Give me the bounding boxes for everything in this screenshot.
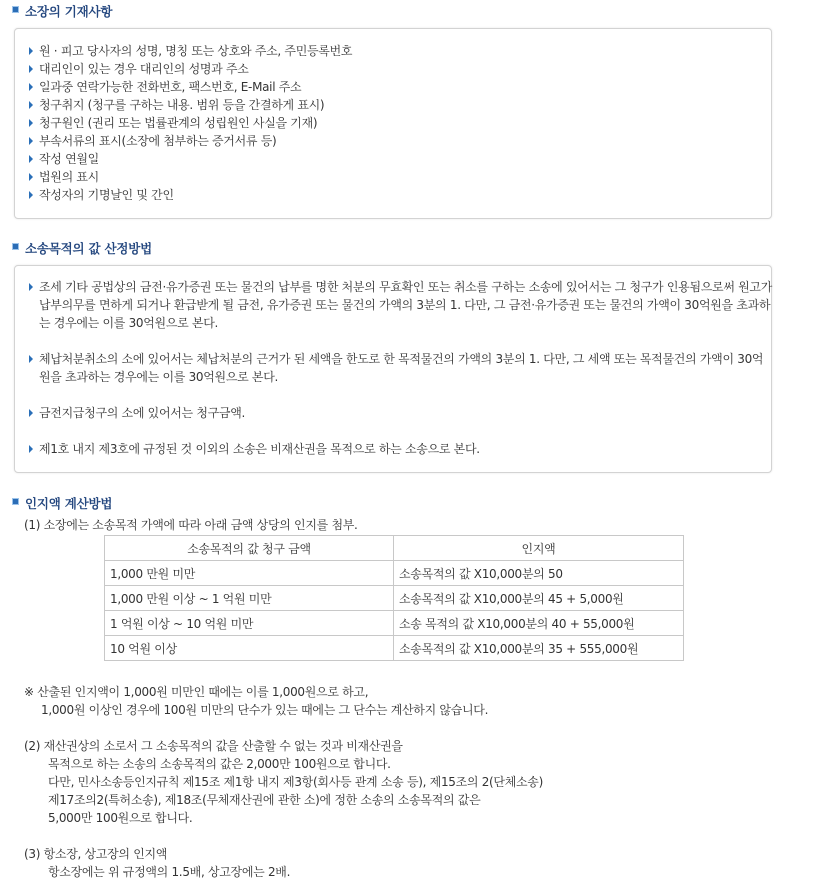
table-cell: 소송 목적의 값 X10,000분의 40 + 55,000원 bbox=[394, 611, 684, 636]
list-item: 원 · 피고 당사자의 성명, 명칭 또는 상호와 주소, 주민등록번호 bbox=[29, 42, 352, 60]
triangle-bullet-icon bbox=[29, 137, 33, 145]
table-cell: 소송목적의 값 X10,000분의 35 + 555,000원 bbox=[394, 636, 684, 661]
triangle-bullet-icon bbox=[29, 173, 33, 181]
table-cell: 소송목적의 값 X10,000분의 45 + 5,000원 bbox=[394, 586, 684, 611]
list-item: 부속서류의 표시(소장에 첨부하는 증거서류 등) bbox=[29, 132, 352, 150]
table-header-cell: 인지액 bbox=[394, 536, 684, 561]
note-line: ※ 산출된 인지액이 1,000원 미만인 때에는 이를 1,000원으로 하고, bbox=[24, 685, 369, 699]
triangle-bullet-icon bbox=[29, 101, 33, 109]
item3-line: 항소장에는 위 규정액의 1.5배, 상고장에는 2배. bbox=[48, 865, 291, 879]
table-cell: 10 억원 이상 bbox=[105, 636, 394, 661]
item2-line: (2) 재산권상의 소로서 그 소송목적의 값을 산출할 수 없는 것과 비재산권을 bbox=[24, 739, 403, 753]
triangle-bullet-icon bbox=[29, 355, 33, 363]
paragraph-item: 체납처분취소의 소에 있어서는 체납처분의 근거가 된 세액을 한도로 한 목적물건의 가액의 3분의 1. 다만, 그 세액 또는 목적물건의 가액이 30억원을 초과하는 경우에는 이를 30억원으로 본다. bbox=[29, 350, 774, 386]
list-item: 대리인이 있는 경우 대리인의 성명과 주소 bbox=[29, 60, 352, 78]
table-cell: 1,000 만원 이상 ~ 1 억원 미만 bbox=[105, 586, 394, 611]
triangle-bullet-icon bbox=[29, 445, 33, 453]
item2-line: 다만, 민사소송등인지규칙 제15조 제1항 내지 제3항(회사등 관계 소송 등), 제15조의 2(단체소송) bbox=[48, 775, 543, 789]
section-title-stamp-fee: 인지액 계산방법 bbox=[12, 496, 112, 512]
stamp-fee-intro: (1) 소장에는 소송목적 가액에 따라 아래 금액 상당의 인지를 첨부. bbox=[24, 518, 358, 532]
complaint-contents-box bbox=[14, 28, 772, 219]
section-title-complaint-contents: 소장의 기재사항 bbox=[12, 4, 112, 20]
complaint-contents-list bbox=[29, 42, 352, 204]
list-item: 작성 연월일 bbox=[29, 150, 352, 168]
triangle-bullet-icon bbox=[29, 83, 33, 91]
triangle-bullet-icon bbox=[29, 65, 33, 73]
table-row bbox=[105, 611, 684, 636]
table-cell: 소송목적의 값 X10,000분의 50 bbox=[394, 561, 684, 586]
triangle-bullet-icon bbox=[29, 119, 33, 127]
triangle-bullet-icon bbox=[29, 155, 33, 163]
table-row bbox=[105, 586, 684, 611]
note-line: 1,000원 이상인 경우에 100원 미만의 단수가 있는 때에는 그 단수는 계산하지 않습니다. bbox=[41, 703, 489, 717]
item2-line: 목적으로 하는 소송의 소송목적의 값은 2,000만 100원으로 합니다. bbox=[48, 757, 391, 771]
item3-line: (3) 항소장, 상고장의 인지액 bbox=[24, 847, 168, 861]
table-row bbox=[105, 636, 684, 661]
table-cell: 1 억원 이상 ~ 10 억원 미만 bbox=[105, 611, 394, 636]
bullet-square-icon bbox=[12, 243, 19, 250]
paragraph-item: 조세 기타 공법상의 금전·유가증권 또는 물건의 납부를 명한 처분의 무효확인 또는 취소를 구하는 소송에 있어서는 그 청구가 인용됨으로써 원고가 납부의무를 면하게 되거나 환급받게 될 금전, 유가증권 또는 물건의 가액의 3분의 1. 다만, 그 금전·유가증권 또는 물건의 가액이 30억원을 초과하는 경우에는 이를 30억원으로 본다. bbox=[29, 278, 774, 332]
list-item: 작성자의 기명날인 및 간인 bbox=[29, 186, 352, 204]
item2-line: 5,000만 100원으로 합니다. bbox=[48, 811, 193, 825]
table-header-row bbox=[105, 536, 684, 561]
list-item: 법원의 표시 bbox=[29, 168, 352, 186]
triangle-bullet-icon bbox=[29, 283, 33, 291]
list-item: 청구취지 (청구를 구하는 내용. 범위 등을 간결하게 표시) bbox=[29, 96, 352, 114]
triangle-bullet-icon bbox=[29, 191, 33, 199]
list-item: 일과중 연락가능한 전화번호, 팩스번호, E-Mail 주소 bbox=[29, 78, 352, 96]
table-header-cell: 소송목적의 값 청구 금액 bbox=[105, 536, 394, 561]
stamp-fee-table bbox=[104, 535, 684, 661]
list-item: 청구원인 (권리 또는 법률관계의 성립원인 사실을 기재) bbox=[29, 114, 352, 132]
item2-line: 제17조의2(특허소송), 제18조(무체재산권에 관한 소)에 정한 소송의 소송목적의 값은 bbox=[48, 793, 481, 807]
bullet-square-icon bbox=[12, 6, 19, 13]
paragraph-item: 금전지급청구의 소에 있어서는 청구금액. bbox=[29, 404, 774, 422]
table-cell: 1,000 만원 미만 bbox=[105, 561, 394, 586]
table-row bbox=[105, 561, 684, 586]
triangle-bullet-icon bbox=[29, 409, 33, 417]
paragraph-item: 제1호 내지 제3호에 규정된 것 이외의 소송은 비재산권을 목적으로 하는 소송으로 본다. bbox=[29, 440, 774, 458]
triangle-bullet-icon bbox=[29, 47, 33, 55]
claim-value-method-box bbox=[14, 265, 772, 473]
section-title-claim-value-method: 소송목적의 값 산정방법 bbox=[12, 241, 152, 257]
bullet-square-icon bbox=[12, 498, 19, 505]
